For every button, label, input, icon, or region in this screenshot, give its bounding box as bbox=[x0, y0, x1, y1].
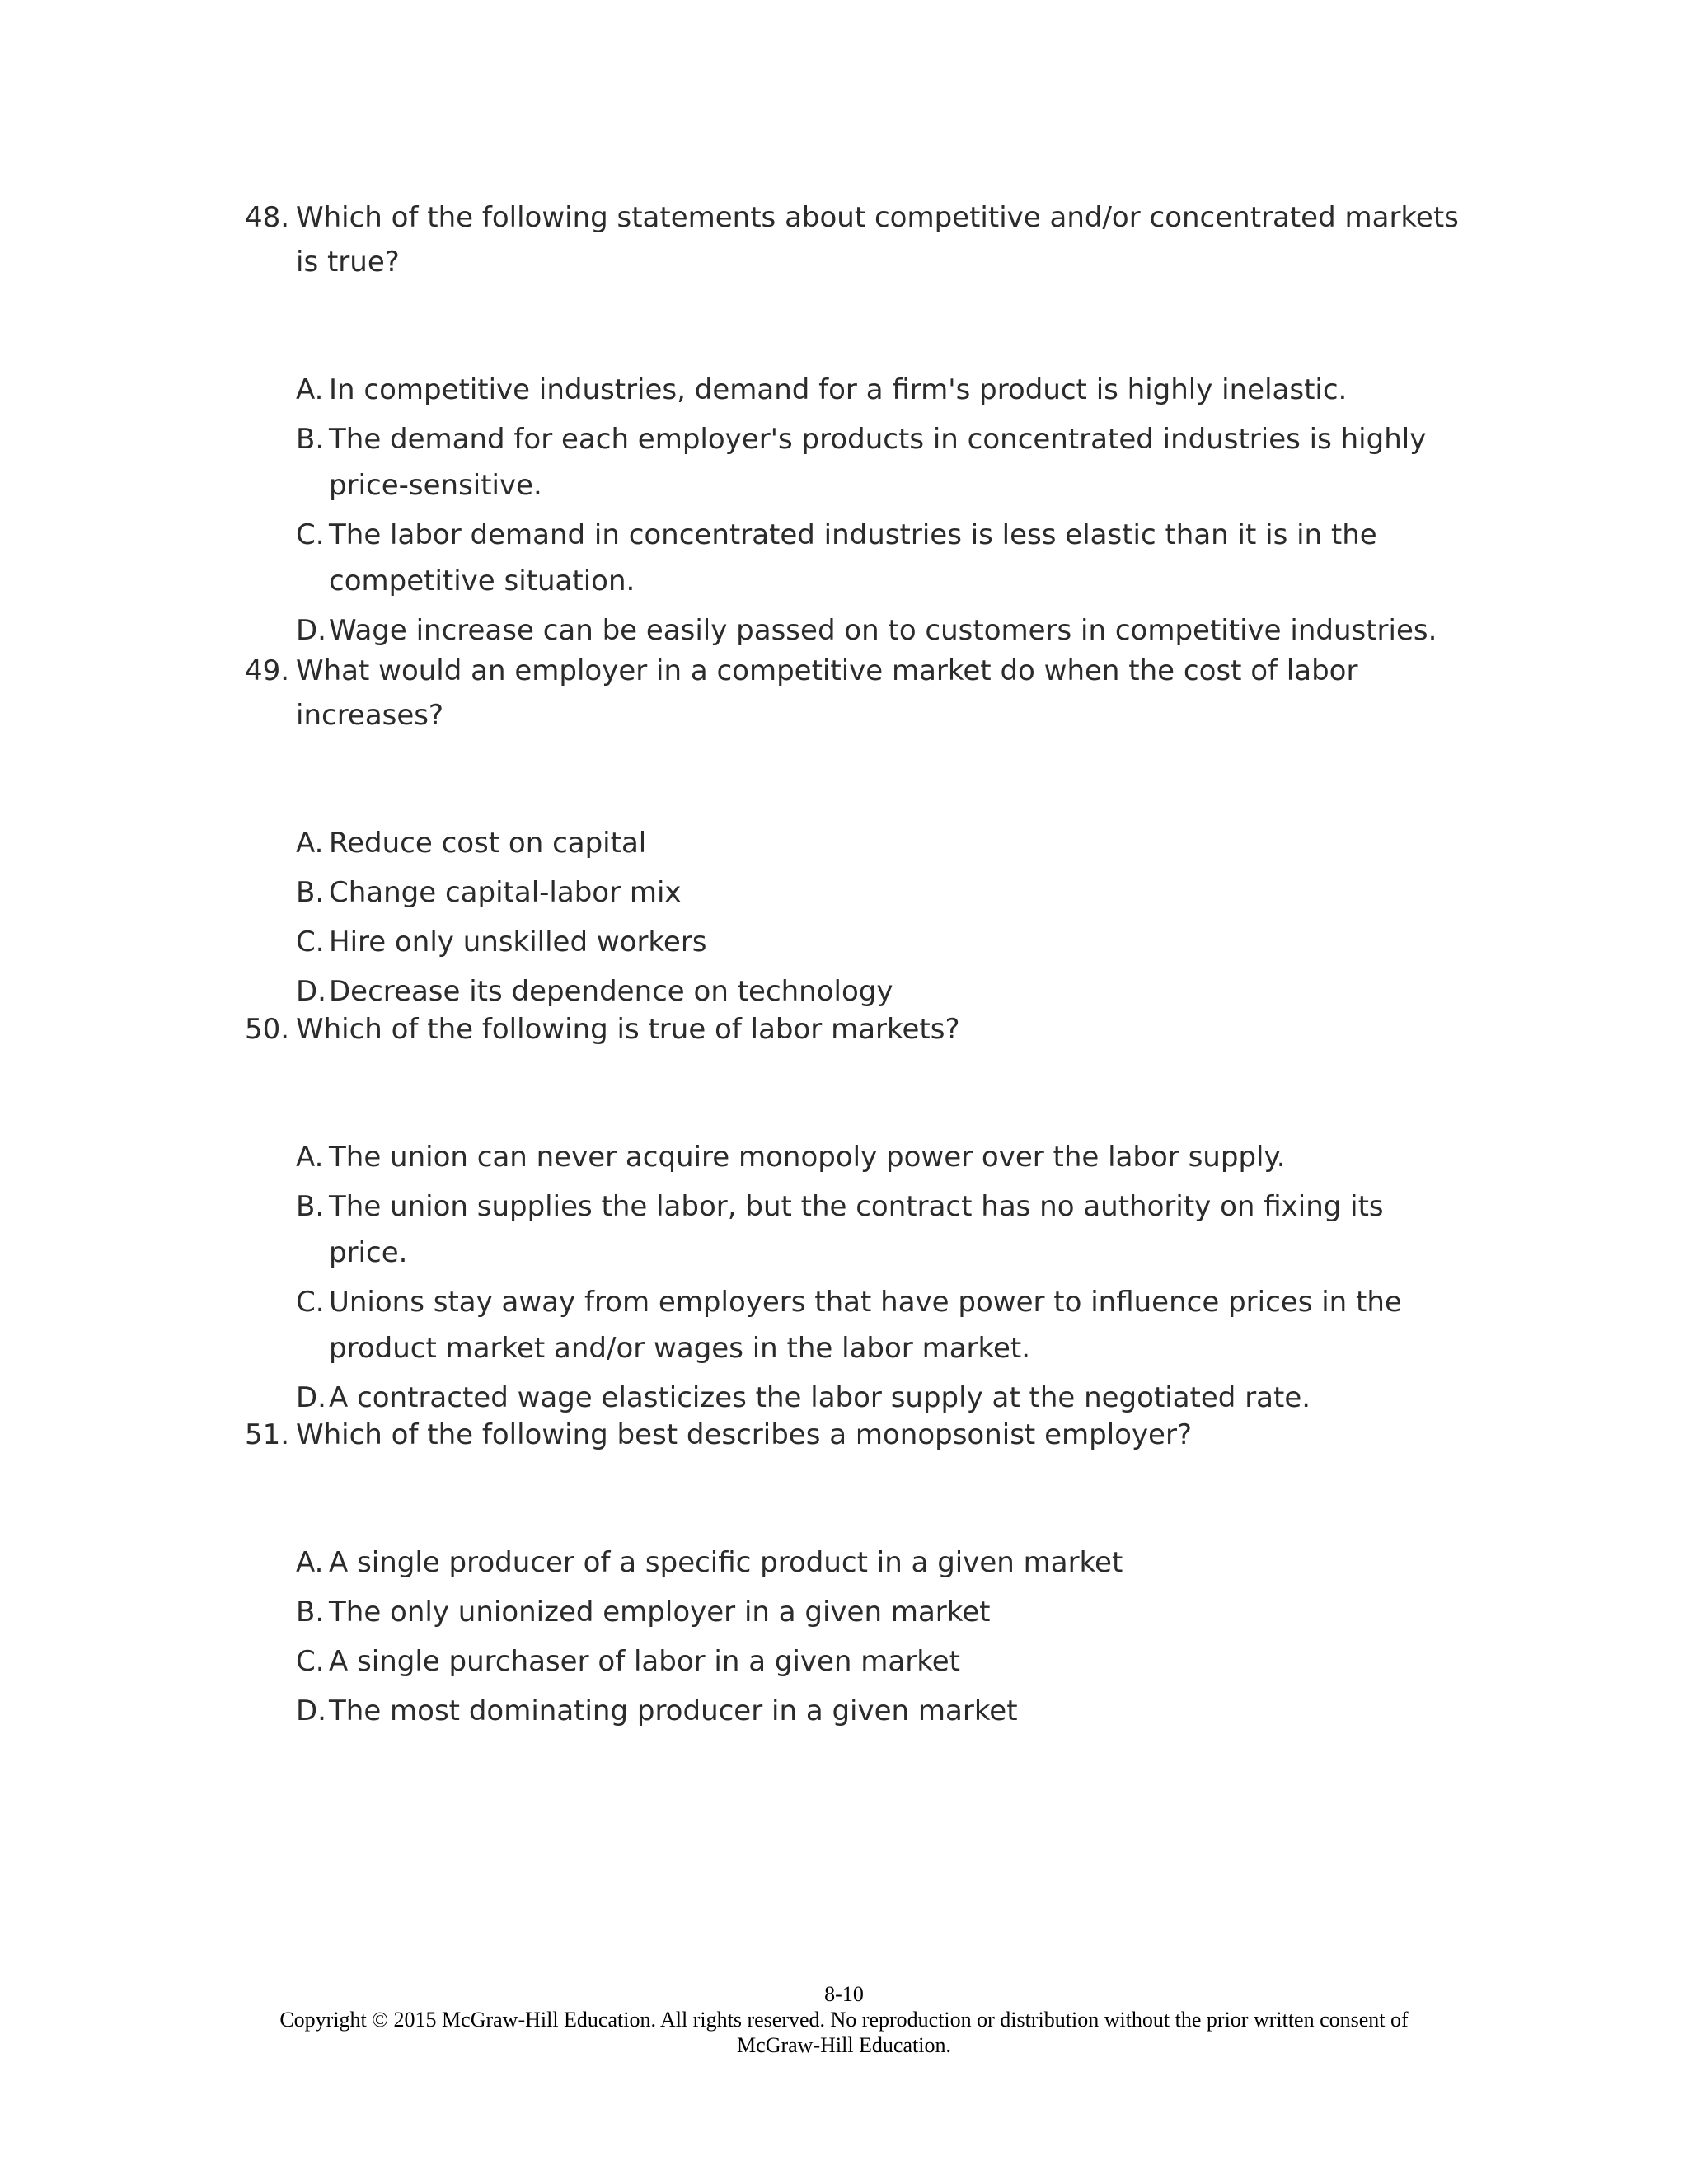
page-footer bbox=[0, 1981, 1688, 2058]
question-number: 48. bbox=[245, 201, 290, 234]
answer-options bbox=[296, 1540, 1450, 1734]
option-text: A single producer of a specific product in a given market bbox=[329, 1546, 1123, 1579]
question-text: Which of the following is true of labor markets? bbox=[296, 1013, 960, 1046]
answer-option-c bbox=[296, 1279, 1450, 1371]
option-text: The union supplies the labor, but the contract has no authority on fixing its price. bbox=[329, 1190, 1384, 1269]
answer-option-b bbox=[296, 869, 1450, 916]
option-text: The labor demand in concentrated industries is less elastic than it is in the competitive situation. bbox=[329, 518, 1377, 598]
option-letter: A. bbox=[296, 1546, 324, 1579]
question-text: Which of the following statements about competitive and/or concentrated markets is true? bbox=[296, 201, 1459, 279]
option-text: The union can never acquire monopoly power over the labor supply. bbox=[329, 1141, 1286, 1174]
answer-option-c bbox=[296, 1638, 1450, 1685]
option-text: The demand for each employer's products in concentrated industries is highly price-sensitive. bbox=[329, 423, 1427, 502]
question-48 bbox=[245, 195, 1481, 657]
option-text: The only unionized employer in a given market bbox=[329, 1596, 991, 1629]
answer-options bbox=[296, 367, 1450, 654]
option-letter: A. bbox=[296, 373, 324, 406]
answer-option-a bbox=[296, 820, 1450, 866]
option-letter: C. bbox=[296, 518, 325, 551]
option-letter: B. bbox=[296, 876, 325, 909]
question-number: 50. bbox=[245, 1013, 290, 1046]
answer-option-a bbox=[296, 367, 1450, 413]
page-number: 8-10 bbox=[824, 1982, 864, 2006]
answer-option-b bbox=[296, 416, 1450, 509]
option-text: Hire only unskilled workers bbox=[329, 926, 707, 958]
question-text: What would an employer in a competitive market do when the cost of labor increases? bbox=[296, 654, 1358, 732]
option-text: Wage increase can be easily passed on to customers in competitive industries. bbox=[329, 614, 1437, 647]
option-text: Unions stay away from employers that have power to influence prices in the product market and/or wages in the labor market. bbox=[329, 1286, 1402, 1365]
option-letter: C. bbox=[296, 926, 325, 958]
answer-option-b bbox=[296, 1183, 1450, 1276]
option-letter: B. bbox=[296, 1190, 325, 1223]
option-letter: D. bbox=[296, 614, 326, 647]
option-letter: C. bbox=[296, 1645, 325, 1678]
question-stem bbox=[245, 1413, 1481, 1457]
option-letter: B. bbox=[296, 423, 325, 456]
option-letter: A. bbox=[296, 1141, 324, 1174]
option-letter: D. bbox=[296, 975, 326, 1008]
option-text: A contracted wage elasticizes the labor supply at the negotiated rate. bbox=[329, 1381, 1311, 1414]
answer-options bbox=[296, 820, 1450, 1015]
question-number: 51. bbox=[245, 1418, 290, 1451]
option-letter: C. bbox=[296, 1286, 325, 1319]
copyright-notice: Copyright © 2015 McGraw-Hill Education. All rights reserved. No reproduction or distribution without the prior written consent of McGraw-Hill Education. bbox=[279, 2008, 1409, 2057]
option-text: In competitive industries, demand for a firm's product is highly inelastic. bbox=[329, 373, 1348, 406]
option-text: The most dominating producer in a given market bbox=[329, 1694, 1018, 1727]
option-letter: D. bbox=[296, 1694, 326, 1727]
question-number: 49. bbox=[245, 654, 290, 687]
option-letter: D. bbox=[296, 1381, 326, 1414]
option-text: A single purchaser of labor in a given market bbox=[329, 1645, 960, 1678]
option-text: Change capital-labor mix bbox=[329, 876, 682, 909]
answer-option-c bbox=[296, 919, 1450, 965]
answer-option-b bbox=[296, 1589, 1450, 1635]
question-51 bbox=[245, 1413, 1481, 1737]
answer-options bbox=[296, 1134, 1450, 1421]
question-stem bbox=[245, 649, 1481, 738]
answer-option-d bbox=[296, 1688, 1450, 1734]
answer-option-a bbox=[296, 1134, 1450, 1180]
option-letter: A. bbox=[296, 827, 324, 860]
option-text: Reduce cost on capital bbox=[329, 827, 647, 860]
option-text: Decrease its dependence on technology bbox=[329, 975, 893, 1008]
question-stem bbox=[245, 195, 1481, 284]
answer-option-d bbox=[296, 607, 1450, 654]
question-49 bbox=[245, 649, 1481, 1018]
answer-option-c bbox=[296, 512, 1450, 604]
question-stem bbox=[245, 1007, 1481, 1052]
question-50 bbox=[245, 1007, 1481, 1424]
option-letter: B. bbox=[296, 1596, 325, 1629]
answer-option-a bbox=[296, 1540, 1450, 1586]
question-text: Which of the following best describes a monopsonist employer? bbox=[296, 1418, 1193, 1451]
